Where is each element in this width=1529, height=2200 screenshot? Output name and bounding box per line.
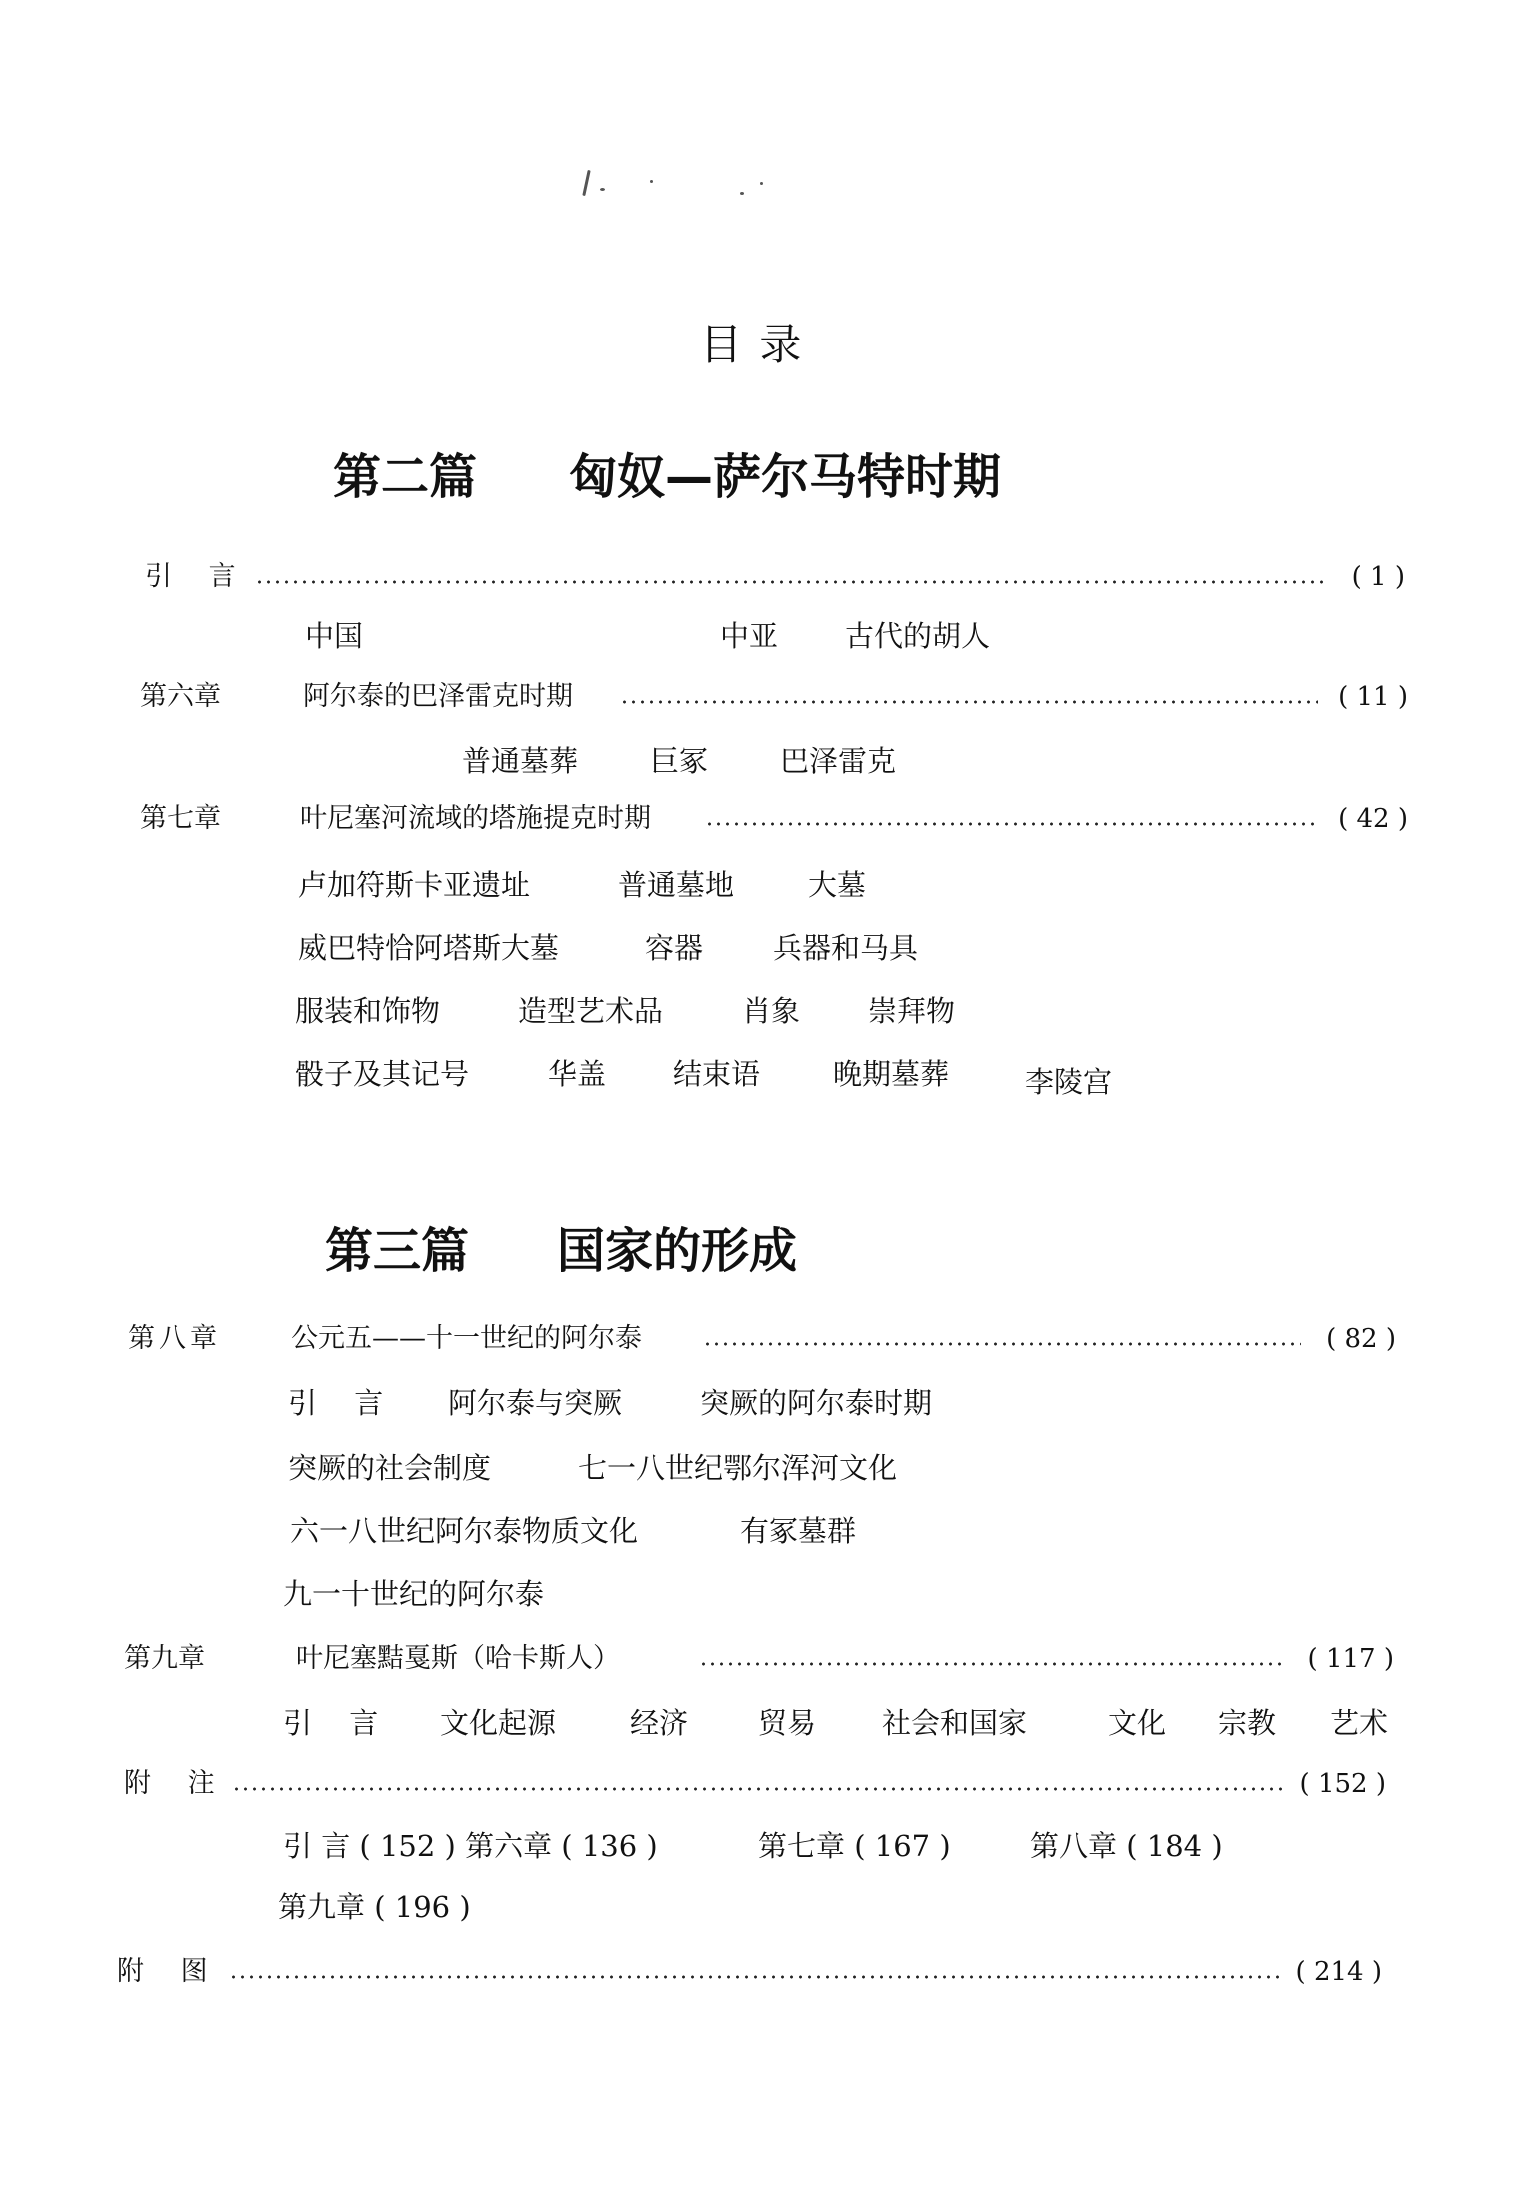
intro-page: ( 1 ) xyxy=(1351,562,1405,592)
ch7-label: 第七章 xyxy=(140,803,221,834)
sub-item: 有冢墓群 xyxy=(740,1514,857,1548)
dot-leader xyxy=(620,700,1318,704)
dot-leader xyxy=(232,1787,1288,1791)
sub-item: 兵器和马具 xyxy=(773,931,919,965)
part3-name: 国家的形成 xyxy=(557,1223,798,1279)
ch7-entry xyxy=(140,800,1408,838)
figures-label: 附 图 xyxy=(117,1956,222,1987)
sub-item: 威巴特恰阿塔斯大墓 xyxy=(298,931,560,965)
sub-item: 造型艺术品 xyxy=(518,994,664,1028)
ch6-page: ( 11 ) xyxy=(1338,682,1408,712)
dot-leader xyxy=(699,1662,1284,1666)
sub-item: 肖象 xyxy=(742,994,801,1028)
ch9-page: ( 117 ) xyxy=(1307,1644,1394,1674)
sub-item: 引 言 xyxy=(283,1706,393,1740)
figures-page: ( 214 ) xyxy=(1295,1957,1382,1987)
sub-item: 晚期墓葬 xyxy=(833,1057,950,1091)
sub-item: 古代的胡人 xyxy=(845,619,991,653)
ch7-page: ( 42 ) xyxy=(1338,804,1408,834)
sub-item: 服装和饰物 xyxy=(295,994,441,1028)
ch8-entry xyxy=(128,1320,1396,1358)
ch6-entry xyxy=(140,678,1408,716)
sub-item: 巨冢 xyxy=(650,744,709,778)
part2-name: 匈奴—萨尔马特时期 xyxy=(569,449,1002,505)
dot-leader xyxy=(229,1975,1284,1979)
sub-item: 引 言 xyxy=(288,1386,398,1420)
ch7-title: 叶尼塞河流域的塔施提克时期 xyxy=(300,803,651,834)
scan-mark xyxy=(582,170,590,196)
sub-item: 文化 xyxy=(1108,1706,1167,1740)
dot-leader xyxy=(255,580,1325,584)
part3-label: 第三篇 xyxy=(325,1223,470,1279)
sub-item: 骰子及其记号 xyxy=(295,1057,470,1091)
ch8-page: ( 82 ) xyxy=(1326,1324,1396,1354)
sub-item: 李陵宫 xyxy=(1025,1065,1113,1099)
sub-item: 社会和国家 xyxy=(882,1706,1028,1740)
sub-item: 华盖 xyxy=(548,1057,607,1091)
sub-item: 结束语 xyxy=(673,1057,761,1091)
sub-item: 第七章 ( 167 ) xyxy=(758,1829,951,1863)
sub-item: 第八章 ( 184 ) xyxy=(1030,1829,1223,1863)
sub-item: 文化起源 xyxy=(440,1706,557,1740)
scan-mark xyxy=(740,192,744,195)
ch8-title: 公元五——十一世纪的阿尔泰 xyxy=(291,1323,642,1354)
sub-item: 六一八世纪阿尔泰物质文化 xyxy=(290,1514,639,1548)
sub-item: 普通墓地 xyxy=(618,868,735,902)
toc-title xyxy=(700,312,803,372)
intro-entry xyxy=(145,558,1405,596)
part2-label: 第二篇 xyxy=(333,449,478,505)
sub-item: 大墓 xyxy=(808,868,867,902)
ch6-label: 第六章 xyxy=(140,681,221,712)
sub-item: 第九章 ( 196 ) xyxy=(278,1890,471,1924)
sub-item: 巴泽雷克 xyxy=(780,744,897,778)
sub-item: 引 言 ( 152 ) 第六章 ( 136 ) xyxy=(283,1829,658,1863)
sub-item: 七一八世纪鄂尔浑河文化 xyxy=(578,1451,898,1485)
part2-heading xyxy=(333,438,1001,507)
sub-item: 突厥的社会制度 xyxy=(288,1451,492,1485)
sub-item: 经济 xyxy=(630,1706,689,1740)
toc-title-text: 目 录 xyxy=(700,320,804,369)
sub-item: 贸易 xyxy=(758,1706,817,1740)
ch6-title: 阿尔泰的巴泽雷克时期 xyxy=(303,681,573,712)
sub-item: 普通墓葬 xyxy=(462,744,579,778)
sub-item: 卢加符斯卡亚遗址 xyxy=(298,868,531,902)
sub-item: 中亚 xyxy=(720,619,779,653)
notes-label: 附 注 xyxy=(124,1768,229,1799)
notes-entry xyxy=(124,1765,1386,1803)
ch9-entry xyxy=(124,1640,1394,1678)
scan-mark xyxy=(650,180,653,183)
sub-item: 阿尔泰与突厥 xyxy=(448,1386,623,1420)
figures-entry xyxy=(117,1953,1382,1991)
sub-item: 突厥的阿尔泰时期 xyxy=(700,1386,933,1420)
scan-mark xyxy=(760,182,763,185)
ch8-label: 第八章 xyxy=(128,1323,221,1354)
intro-label: 引 言 xyxy=(145,561,250,592)
dot-leader xyxy=(705,822,1318,826)
part3-heading xyxy=(325,1212,797,1281)
ch9-label: 第九章 xyxy=(124,1643,205,1674)
notes-page: ( 152 ) xyxy=(1299,1769,1386,1799)
ch9-title: 叶尼塞黠戛斯（哈卡斯人） xyxy=(296,1643,620,1674)
sub-item: 容器 xyxy=(645,931,704,965)
sub-item: 崇拜物 xyxy=(868,994,956,1028)
sub-item: 艺术 xyxy=(1330,1706,1389,1740)
dot-leader xyxy=(703,1342,1301,1346)
sub-item: 中国 xyxy=(305,619,364,653)
scan-mark xyxy=(600,188,605,191)
sub-item: 宗教 xyxy=(1218,1706,1277,1740)
sub-item: 九一十世纪的阿尔泰 xyxy=(283,1577,545,1611)
